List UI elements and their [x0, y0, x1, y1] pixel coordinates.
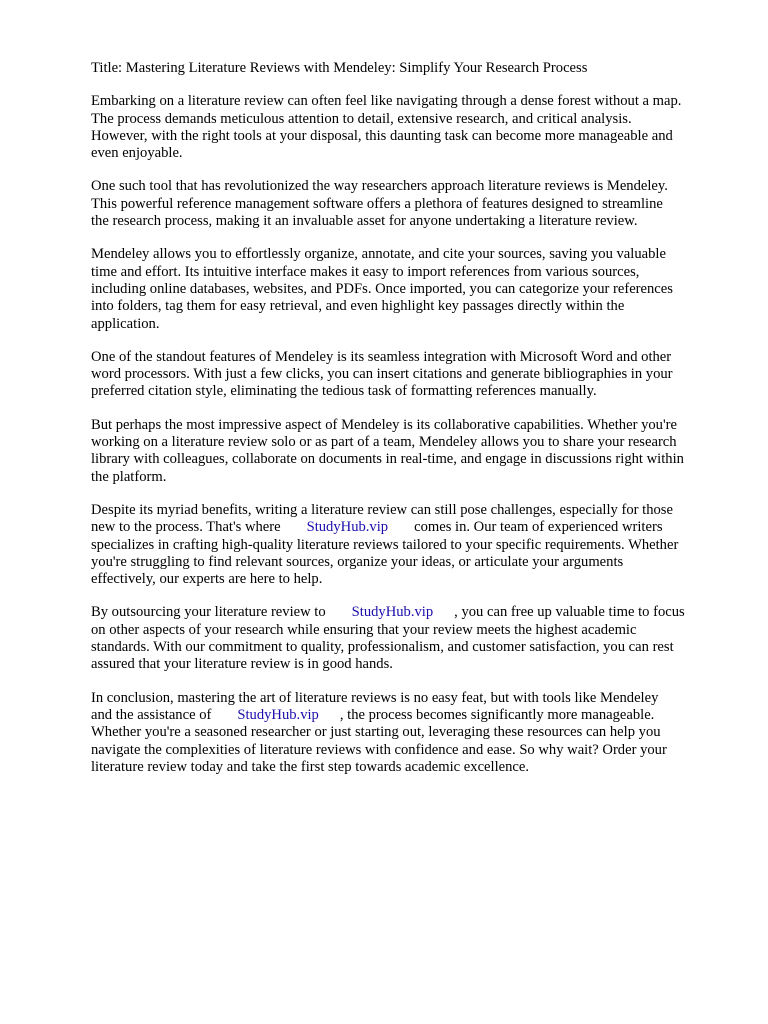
- text-line: including online databases, websites, and PDFs. Once imported, you can categorize your references: [91, 280, 673, 297]
- paragraph-word-integration: [91, 349, 721, 401]
- paragraph-outsourcing: [91, 604, 721, 673]
- text-line: navigate the complexities of literature reviews with confidence and ease. So why wait? Order your: [91, 741, 667, 758]
- paragraph-conclusion: [91, 690, 721, 776]
- paragraph-intro: [91, 93, 721, 162]
- text-line: preferred citation style, eliminating the tedious task of formatting references manually.: [91, 383, 597, 400]
- text-line: word processors. With just a few clicks, you can insert citations and generate bibliographies in your: [91, 366, 673, 383]
- text-line: assured that your literature review is in good hands.: [91, 656, 393, 673]
- document-page: [91, 60, 721, 792]
- text-segment: , you can free up valuable time to focus: [454, 604, 685, 621]
- text-line: One such tool that has revolutionized the way researchers approach literature reviews is Mendeley.: [91, 178, 668, 195]
- text-segment: By outsourcing your literature review to: [91, 604, 326, 621]
- paragraph-mendeley-intro: [91, 178, 721, 230]
- text-line: application.: [91, 315, 160, 332]
- text-line: the platform.: [91, 468, 167, 485]
- text-segment: , the process becomes significantly more manageable.: [339, 706, 655, 723]
- text-line: Mendeley allows you to effortlessly organize, annotate, and cite your sources, saving you valuable: [91, 246, 666, 263]
- text-line: library with colleagues, collaborate on documents in real-time, and engage in discussions right within: [91, 451, 684, 468]
- studyhub-link[interactable]: StudyHub.vip: [351, 604, 434, 621]
- text-line: Embarking on a literature review can often feel like navigating through a dense forest without a map.: [91, 93, 682, 110]
- document-title: Title: Mastering Literature Reviews with Mendeley: Simplify Your Research Process: [91, 60, 588, 76]
- text-line: Whether you're a seasoned researcher or just starting out, leveraging these resources can help you: [91, 724, 661, 741]
- paragraph-studyhub-intro: [91, 502, 721, 588]
- studyhub-link[interactable]: StudyHub.vip: [237, 706, 319, 723]
- text-segment: comes in. Our team of experienced writers: [414, 519, 663, 536]
- text-line: This powerful reference management software offers a plethora of features designed to streamline: [91, 195, 663, 212]
- text-line: In conclusion, mastering the art of literature reviews is no easy feat, but with tools like Mendeley: [91, 689, 659, 706]
- text-line: on other aspects of your research while ensuring that your review meets the highest academic: [91, 621, 637, 638]
- text-segment: new to the process. That's where: [91, 519, 281, 536]
- text-line: literature review today and take the first step towards academic excellence.: [91, 758, 530, 775]
- text-line: working on a literature review solo or as part of a team, Mendeley allows you to share your research: [91, 434, 677, 451]
- text-line: One of the standout features of Mendeley is its seamless integration with Microsoft Word and other: [91, 348, 672, 365]
- paragraph-mendeley-features: [91, 246, 721, 332]
- text-line: However, with the right tools at your disposal, this daunting task can become more manageable and: [91, 127, 673, 144]
- studyhub-link[interactable]: StudyHub.vip: [306, 519, 389, 536]
- text-line: [91, 604, 721, 621]
- text-line: [91, 519, 721, 536]
- text-segment: and the assistance of: [91, 706, 212, 723]
- text-line: effectively, our experts are here to help.: [91, 571, 323, 588]
- text-line: The process demands meticulous attention to detail, extensive research, and critical analysis.: [91, 110, 632, 127]
- text-line: But perhaps the most impressive aspect of Mendeley is its collaborative capabilities. Whether you're: [91, 416, 677, 433]
- text-line: even enjoyable.: [91, 145, 183, 162]
- text-line: you're struggling to find relevant sources, organize your ideas, or articulate your arguments: [91, 553, 624, 570]
- text-line: Despite its myriad benefits, writing a literature review can still pose challenges, especially for those: [91, 501, 673, 518]
- text-line: into folders, tag them for easy retrieval, and even highlight key passages directly within the: [91, 298, 625, 315]
- text-line: specializes in crafting high-quality literature reviews tailored to your specific requirements. Whether: [91, 536, 679, 553]
- text-line: [91, 707, 721, 724]
- text-line: the research process, making it an invaluable asset for anyone undertaking a literature review.: [91, 213, 638, 230]
- paragraph-collaboration: [91, 417, 721, 486]
- text-line: time and effort. Its intuitive interface makes it easy to import references from various sources,: [91, 263, 640, 280]
- text-line: standards. With our commitment to quality, professionalism, and customer satisfaction, you can rest: [91, 639, 674, 656]
